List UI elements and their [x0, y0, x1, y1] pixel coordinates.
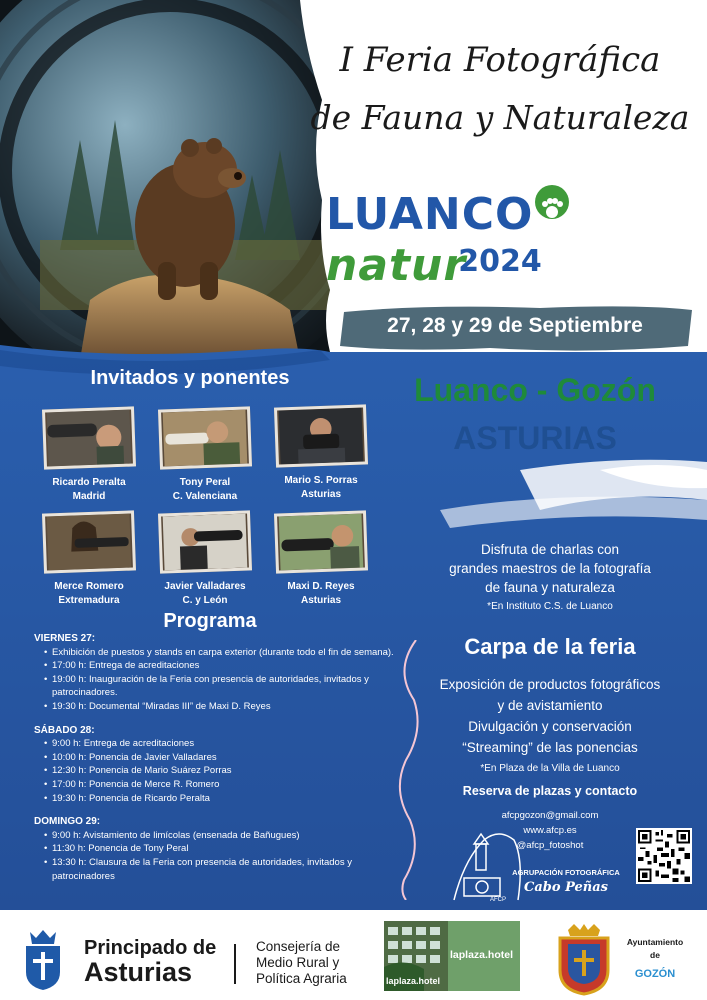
location-region: ASTURIAS [453, 420, 617, 456]
guest-card [146, 408, 264, 504]
event-year: 2024 [458, 244, 542, 279]
event-title-line1: I Feria Fotográfica [339, 40, 661, 80]
list-item: • 17:00 h: Entrega de acreditaciones [44, 659, 394, 673]
consejeria-line: Medio Rural y [256, 955, 340, 970]
hotel-name: laplaza.hotel [450, 949, 514, 961]
ayuntamiento-line: Ayuntamiento [626, 937, 684, 947]
guest-card [146, 512, 264, 608]
guest-place: Asturias [300, 489, 341, 500]
guest-name: Maxi D. Reyes [287, 581, 355, 592]
day-heading: DOMINGO 29: [34, 816, 101, 828]
guest-name: Ricardo Peralta [52, 477, 126, 488]
guest-place: Asturias [300, 595, 341, 606]
gozon-name: GOZÓN [634, 968, 676, 980]
guest-photo [274, 510, 368, 573]
guest-card [30, 512, 148, 608]
list-item: • 19:00 h: Inauguración de la Feria con presencia de autoridades, invitados y patrocinadores. [44, 673, 394, 700]
consejeria-line: Política Agraria [256, 971, 347, 986]
ayuntamiento-line: de [650, 950, 660, 960]
ayuntamiento-label [618, 936, 692, 962]
list-item: • Exhibición de puestos y stands en carpa exterior (durante todo el fin de semana). [44, 646, 394, 660]
list-item: • 12:30 h: Ponencia de Mario Suárez Porras [44, 764, 394, 778]
guest-card [262, 512, 380, 608]
list-item: • 19:30 h: Ponencia de Ricardo Peralta [44, 792, 394, 806]
guest-place: C. y León [182, 595, 228, 606]
gozon-crest-icon [554, 922, 614, 996]
event-title-line2: de Fauna y Naturaleza [310, 98, 690, 137]
guest-place: C. Valenciana [172, 491, 238, 502]
guest-place: Madrid [72, 491, 106, 502]
footer-divider [234, 944, 236, 984]
afcp-abbr: AFCP [489, 897, 506, 903]
list-item: • 9:00 h: Entrega de acreditaciones [44, 737, 394, 751]
principado-name-line2: Asturias [84, 957, 193, 987]
day-items [34, 829, 394, 883]
afcp-name-line1: AGRUPACIÓN FOTOGRÁFICA [512, 868, 620, 877]
carpa-line: Divulgación y conservación [468, 719, 632, 734]
paw-icon [535, 185, 569, 219]
guest-photo [42, 406, 136, 469]
principado-name-line1: Principado de [84, 937, 217, 959]
list-item: • 19:30 h: Documental “Miradas III” de Maxi D. Reyes [44, 700, 394, 714]
location-town: Luanco - Gozón [414, 372, 656, 408]
guest-photo [42, 510, 136, 573]
contact-email[interactable]: afcpgozon@gmail.com [501, 810, 599, 821]
qr-code-icon[interactable] [636, 828, 692, 884]
principado-crest-icon [18, 926, 68, 992]
guest-name: Mario S. Porras [284, 475, 358, 486]
charlas-line: Disfruta de charlas con [480, 542, 620, 557]
hotel-name-small: laplaza.hotel [386, 976, 441, 986]
guest-photo [274, 404, 368, 467]
brand-luanco: LUANCO [326, 189, 534, 240]
guest-card [30, 408, 148, 504]
list-item: • 9:00 h: Avistamiento de limícolas (ensenada de Bañugues) [44, 829, 394, 843]
programa-heading: Programa [163, 610, 257, 632]
contact-social[interactable]: @afcp_fotoshot [516, 840, 584, 851]
charlas-line: de fauna y naturaleza [485, 580, 615, 595]
reserva-heading: Reserva de plazas y contacto [462, 784, 638, 798]
hotel-sponsor-logo [384, 921, 520, 991]
guest-photo [158, 406, 252, 469]
day-heading: VIERNES 27: [34, 633, 96, 644]
carpa-note: *En Plaza de la Villa de Luanco [480, 763, 620, 774]
guest-name: Tony Peral [179, 477, 231, 488]
afcp-lighthouse-logo [444, 820, 624, 910]
carpa-line: Exposición de productos fotográficos [439, 677, 661, 692]
consejeria-line: Consejería de [256, 939, 341, 954]
guest-name: Merce Romero [54, 581, 124, 592]
carpa-line: “Streaming” de las ponencias [462, 740, 638, 755]
guest-card [262, 406, 380, 502]
afcp-name-line2: Cabo Peñas [524, 880, 608, 895]
charlas-info [400, 540, 700, 616]
contact-web[interactable]: www.afcp.es [523, 825, 577, 836]
day-items [34, 737, 394, 805]
day-items [34, 646, 394, 714]
charlas-line: grandes maestros de la fotografía [449, 561, 651, 576]
guest-place: Extremadura [58, 595, 120, 606]
list-item: • 17:00 h: Ponencia de Merce R. Romero [44, 778, 394, 792]
brand-natur: natur [326, 240, 467, 291]
day-heading: SÁBADO 28: [34, 724, 95, 736]
guests-heading: Invitados y ponentes [90, 367, 290, 389]
carpa-line: y de avistamiento [497, 698, 603, 713]
list-item: • 11:30 h: Ponencia de Tony Peral [44, 842, 394, 856]
carpa-heading: Carpa de la feria [464, 634, 636, 659]
list-item: • 10:00 h: Ponencia de Javier Valladares [44, 751, 394, 765]
guest-name: Javier Valladares [164, 581, 246, 592]
event-dates: 27, 28 y 29 de Septiembre [387, 314, 643, 337]
programa-list [34, 632, 394, 883]
guest-photo [158, 510, 252, 573]
consejeria-name [256, 939, 347, 987]
charlas-note: *En Instituto C.S. de Luanco [487, 601, 613, 612]
carpa-info [400, 674, 700, 779]
list-item: • 13:30 h: Clausura de la Feria con presencia de autoridades, invitados y patrocinadores [44, 856, 394, 883]
